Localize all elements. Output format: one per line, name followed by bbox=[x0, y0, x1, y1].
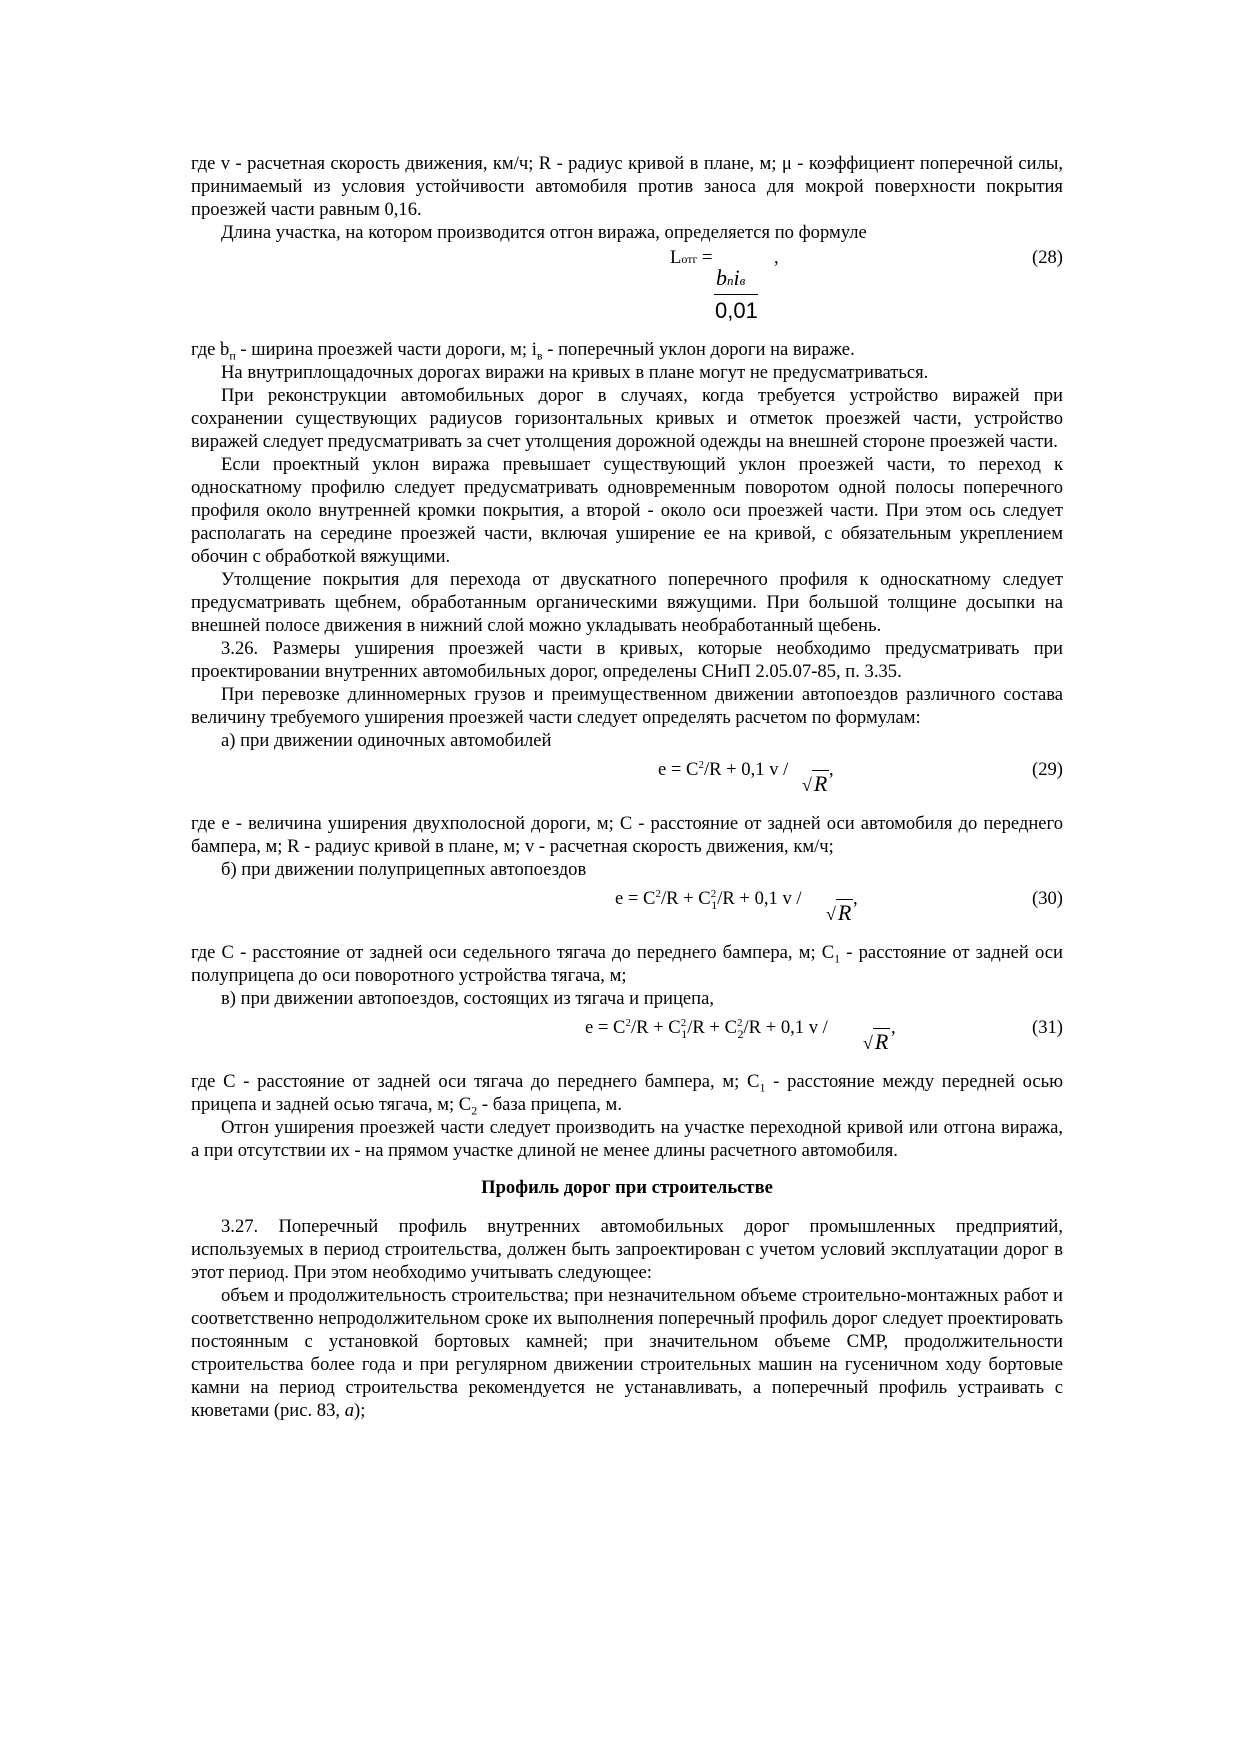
paragraph-internal-roads: На внутриплощадочных дорогах виражи на кривых в плане могут не предусматриваться. bbox=[221, 362, 929, 383]
paragraph-project-slope: Если проектный уклон виража превышает существующий уклон проезжей части, то переход к односкатному профилю следует предусматривать одновременным поворотом одной полосы поперечного профиля около внутренней кромки покрытия, а второй - около оси проезжей части. При этом ось следует располагать на середине проезжей части, включая уширение ее на кривой, с обязательным укреплением обочин с обработкой вяжущими. bbox=[191, 454, 1063, 567]
paragraph-length-intro: Длина участка, на котором производится отгон виража, определяется по формуле bbox=[221, 222, 867, 243]
paragraph-case-c: в) при движении автопоездов, состоящих из тягача и прицепа, bbox=[221, 988, 715, 1009]
paragraph-where-c-semitrailer: где C - расстояние от задней оси седельного тягача до переднего бампера, м; $C_1$ - расстояние от задней оси полуприцепа до оси поворотного устройства тягача, м; bbox=[191, 942, 1063, 986]
formula-28-fraction-bar bbox=[714, 294, 758, 295]
paragraph-long-cargo: При перевозке длинномерных грузов и преимущественном движении автопоездов различного состава величину требуемого уширения проезжей части следует определять расчетом по формулам: bbox=[191, 684, 1063, 728]
formula-28-number: (28) bbox=[1032, 247, 1063, 268]
paragraph-where-v: где v - расчетная скорость движения, км/ч; R - радиус кривой в плане, м; μ - коэффициент поперечной силы, принимаемый из условия устойчивости автомобиля против заноса для мокрой поверхности покрытия проезжей части равным 0,16. bbox=[191, 153, 1063, 220]
paragraph-case-b: б) при движении полуприцепных автопоездов bbox=[221, 859, 587, 880]
formula-30-sqrt: √R bbox=[826, 900, 852, 925]
paragraph-widening-transition: Отгон уширения проезжей части следует производить на участке переходной кривой или отгона виража, а при отсутствии их - на прямом участке длиной не менее длины расчетного автомобиля. bbox=[191, 1117, 1063, 1161]
formula-31-sqrt: √R bbox=[863, 1029, 889, 1054]
formula-29-expression: $e = C^2/R + 0,1$ v / bbox=[658, 758, 789, 780]
document-body bbox=[191, 152, 1063, 1422]
formula-29-number: (29) bbox=[1032, 759, 1063, 780]
formula-31-number: (31) bbox=[1032, 1017, 1063, 1038]
paragraph-reconstruction: При реконструкции автомобильных дорог в случаях, когда требуется устройство виражей при сохранении существующих радиусов горизонтальных кривых и отметок проезжей части, устройство виражей следует предусматривать за счет утолщения дорожной одежды на внешней стороне проезжей части. bbox=[191, 385, 1063, 452]
formula-31 bbox=[191, 1010, 1063, 1070]
paragraph-3-26: 3.26. Размеры уширения проезжей части в кривых, которые необходимо предусматривать при проектировании внутренних автомобильных дорог, определены СНиП 2.05.07-85, п. 3.35. bbox=[191, 638, 1063, 682]
paragraph-volume-duration: объем и продолжительность строительства; при незначительном объеме строительно-монтажных работ и соответственно непродолжительном сроке их выполнения поперечный профиль дорог следует проектировать постоянным с установкой бортовых камней; при значительном объеме СМР, продолжительности строительства более года и при регулярном движении строительных машин на гусеничном ходу бортовые камни на период строительства рекомендуется не устанавливать, а поперечный профиль устраивать с кюветами (рис. 83, а); bbox=[191, 1285, 1063, 1421]
paragraph-thickening: Утолщение покрытия для перехода от двускатного поперечного профиля к односкатному следует предусматривать щебнем, обработанным органическими вяжущими. При большой толщине досыпки на внешней полосе движения в нижний слой можно укладывать необработанный щебень. bbox=[191, 569, 1063, 636]
paragraph-where-e: где e - величина уширения двухполосной дороги, м; C - расстояние от задней оси автомобиля до переднего бампера, м; R - радиус кривой в плане, м; v - расчетная скорость движения, км/ч; bbox=[191, 813, 1063, 857]
formula-28-lhs: Lотг = bbox=[670, 247, 713, 268]
formula-29 bbox=[191, 752, 1063, 812]
formula-28-denominator: 0,01 bbox=[715, 298, 758, 323]
formula-30-expression: $e = C^2/R + C^2_1/R + 0,1$ v / bbox=[615, 887, 802, 912]
formula-28 bbox=[191, 244, 1063, 338]
formula-28-comma: , bbox=[774, 247, 779, 268]
formula-30-number: (30) bbox=[1032, 888, 1063, 909]
paragraph-3-27: 3.27. Поперечный профиль внутренних автомобильных дорог промышленных предприятий, используемых в период строительства, должен быть запроектирован с учетом условий эксплуатации дорог в этот период. При этом необходимо учитывать следующее: bbox=[191, 1216, 1063, 1283]
formula-30 bbox=[191, 881, 1063, 941]
section-heading: Профиль дорог при строительстве bbox=[481, 1177, 773, 1198]
formula-29-sqrt: √R bbox=[802, 771, 828, 796]
paragraph-where-b: где $b_п$ - ширина проезжей части дороги, м; $i_в$ - поперечный уклон дороги на вираже. bbox=[191, 339, 855, 363]
formula-29-comma: , bbox=[829, 759, 834, 780]
formula-31-comma: , bbox=[891, 1017, 896, 1038]
paragraph-case-a: а) при движении одиночных автомобилей bbox=[221, 730, 552, 751]
paragraph-where-c-trailer: где C - расстояние от задней оси тягача до переднего бампера, м; $C_1$ - расстояние между передней осью прицепа и задней осью тягача, м; $C_2$ - база прицепа, м. bbox=[191, 1071, 1063, 1118]
formula-28-numerator: bniв bbox=[716, 265, 746, 290]
formula-30-comma: , bbox=[853, 888, 858, 909]
formula-31-expression: $e = C^2/R + C^2_1/R + C^2_2/R + 0,1$ v / bbox=[585, 1016, 828, 1041]
